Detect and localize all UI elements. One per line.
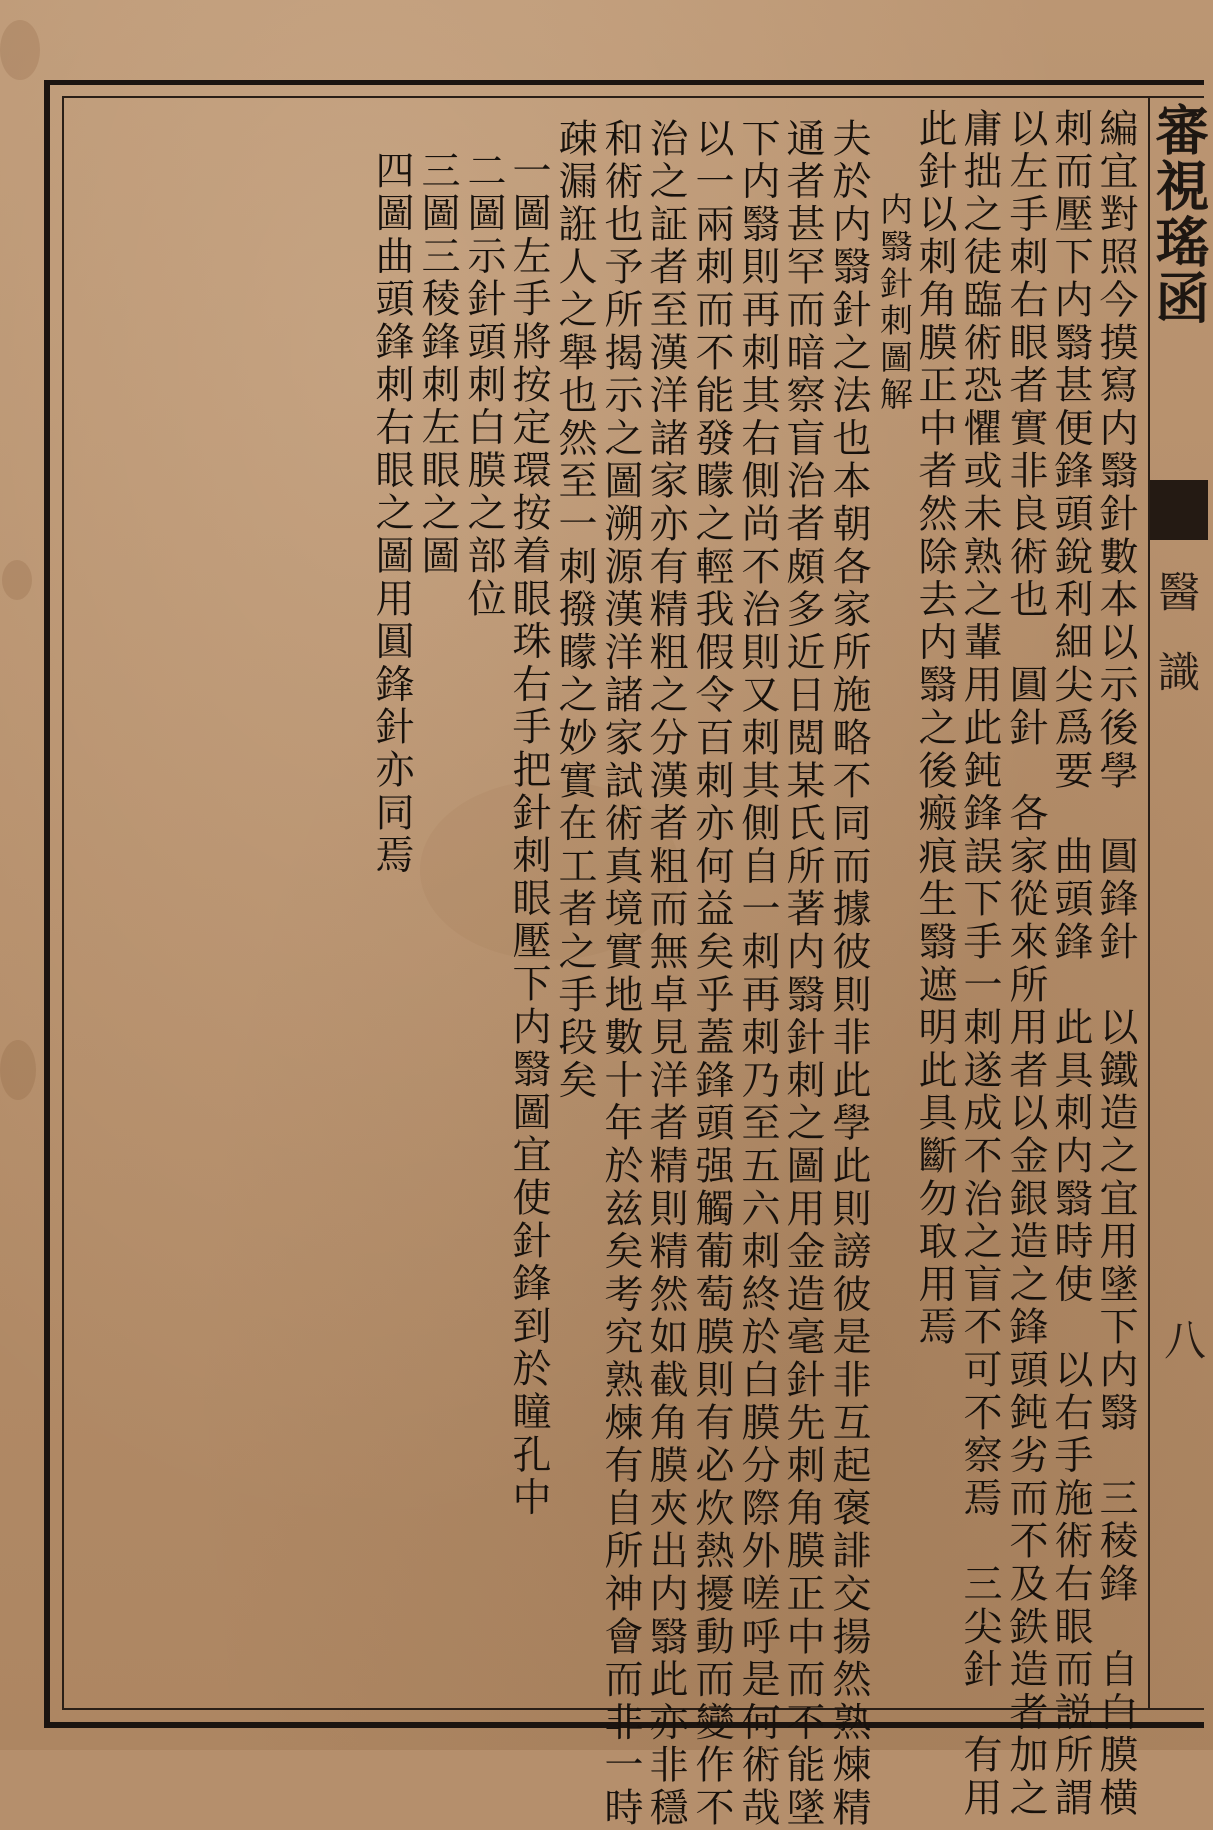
text-column: 以左手刺右眼者實非良術也 圓針 各家從來所用者以金銀造之鋒頭鈍劣而不及鉄造者加之 <box>1003 108 1048 1820</box>
paper-stain <box>0 20 40 80</box>
book-title-fragment: 審視瑤函 <box>1147 102 1211 326</box>
figure-caption: 三圖三稜鋒刺左眼之圖 <box>415 150 460 578</box>
text-column: 通者甚罕而暗察盲治者頗多近日閲某氏所著内翳針刺之圖用金造毫針先刺角膜正中而不能墜 <box>780 118 825 1830</box>
section-heading: 内翳針刺圖解 <box>875 192 914 414</box>
text-column: 和術也予所揭示之圖溯源漢洋諸家試術真境實地數十年於兹矣考究熟煉有自所神會而非一時 <box>598 118 643 1830</box>
right-margin-strip <box>1147 96 1211 1710</box>
text-column: 編宜對照今摸寫内翳針數本以示後學 圓鋒針 以鐵造之宜用墜下内翳 三稜鋒 自白膜横 <box>1093 108 1138 1820</box>
side-char: 識 <box>1158 648 1201 697</box>
figure-caption: 二圖示針頭刺白膜之部位 <box>461 150 506 621</box>
text-column: 庸拙之徒臨術恐懼或未熟之輩用此鈍鋒誤下手一刺遂成不治之盲不可不察焉 三尖針 有用 <box>957 108 1002 1820</box>
figure-caption: 四圖曲頭鋒刺右眼之圖用圓鋒針亦同焉 <box>369 150 414 878</box>
text-column: 以一兩刺而不能發矇之輕我假令百刺亦何益矣乎蓋鋒頭强觸葡萄膜則有必炊熱擾動而變作不 <box>689 118 734 1830</box>
text-column: 刺而壓下内翳甚便鋒頭銳利細尖爲要 曲頭鋒 此具刺内翳時使 以右手施術右眼而説所謂 <box>1048 108 1093 1820</box>
text-column: 夫於内翳針之法也本朝各家所施略不同而據彼則非此學此則謗彼是非互起褒誹交揚然熟煉精 <box>826 118 871 1830</box>
paper-stain <box>0 1040 36 1100</box>
side-char: 八 <box>1164 1316 1207 1365</box>
side-char: 醫 <box>1158 568 1201 617</box>
fish-tail-mark <box>1150 480 1208 540</box>
text-column: 疎漏誑人之舉也然至一刺撥矇之妙實在工者之手段矣 <box>552 118 597 1103</box>
text-column: 下内翳則再刺其右側尚不治則又刺其側自一刺再刺乃至五六刺終於白膜分際外嗟呼是何術哉 <box>735 118 780 1830</box>
text-column: 治之証者至漢洋諸家亦有精粗之分漢者粗而無卓見洋者精則精然如截角膜夾出内翳此亦非穩 <box>643 118 688 1830</box>
paper-stain <box>2 560 32 600</box>
text-column: 此針以刺角膜正中者然除去内翳之後瘢痕生翳遮明此具斷勿取用焉 <box>912 108 957 1350</box>
figure-caption: 一圖左手將按定環按着眼珠右手把針刺眼壓下内翳圖宜使針鋒到於瞳孔中 <box>506 150 551 1520</box>
